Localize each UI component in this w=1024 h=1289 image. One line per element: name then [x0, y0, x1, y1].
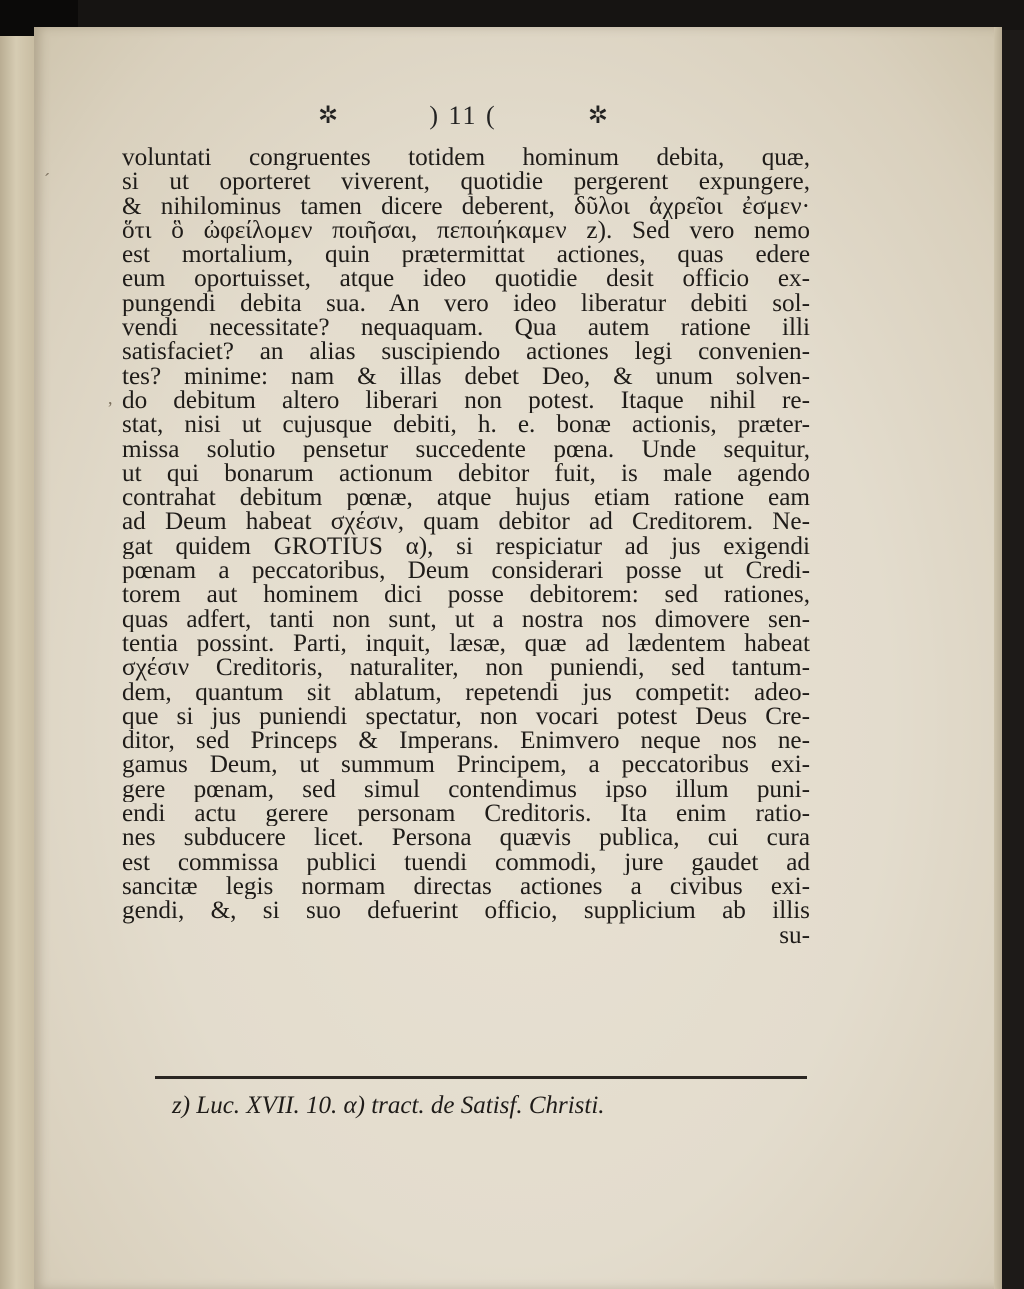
text-line: endi actu gerere personam Creditoris. Ita enim ratio-	[122, 802, 810, 827]
page-number: ) 11 (	[429, 101, 497, 130]
text-line: missa solutio pensetur succedente pœna. Unde sequitur,	[122, 437, 810, 462]
footnote-rule	[155, 1076, 807, 1079]
text-line: dem, quantum sit ablatum, repetendi jus competit: adeo-	[122, 680, 810, 705]
page-header	[318, 96, 608, 136]
text-line: gamus Deum, ut summum Principem, a peccatoribus exi-	[122, 753, 810, 778]
text-line: vendi necessitate? nequaquam. Qua autem ratione illi	[122, 316, 810, 341]
margin-tick-mark: ˊ	[44, 170, 50, 190]
text-line: gere pœnam, sed simul contendimus ipso illum puni-	[122, 777, 810, 803]
scan-backdrop	[0, 0, 1024, 30]
text-line: si ut oporteret viverent, quotidie pergerent expungere,	[122, 170, 810, 195]
text-line: nes subducere licet. Persona quævis publica, cui cura	[122, 826, 810, 851]
text-line: sancitæ legis normam directas actiones a civibus exi-	[122, 874, 810, 900]
text-line: gat quidem GROTIUS α), si respiciatur ad jus exigendi	[122, 534, 810, 560]
text-line: voluntati congruentes totidem hominum debita, quæ,	[122, 146, 810, 171]
text-line: eum oportuisset, atque ideo quotidie desit officio ex-	[122, 267, 810, 292]
text-line: tentia possint. Parti, inquit, læsæ, quæ ad lædentem habeat	[122, 631, 810, 657]
text-line: pœnam a peccatoribus, Deum considerari posse ut Credi-	[122, 559, 810, 584]
text-line: quas adfert, tanti non sunt, ut a nostra nos dimovere sen-	[122, 607, 810, 632]
text-line: ut qui bonarum actionum debitor fuit, is male agendo	[122, 461, 810, 487]
text-line: que si jus puniendi spectatur, non vocari potest Deus Cre-	[122, 704, 810, 730]
text-line: ad Deum habeat σχέσιν, quam debitor ad Creditorem. Ne-	[122, 510, 810, 535]
text-line: ditor, sed Princeps & Imperans. Enimvero neque nos ne-	[122, 729, 810, 754]
text-line: satisfaciet? an alias suscipiendo actiones legi convenien-	[122, 340, 810, 365]
text-line: est mortalium, quin prætermittat actiones, quas edere	[122, 243, 810, 268]
text-line: pungendi debita sua. An vero ideo liberatur debiti sol-	[122, 291, 810, 317]
text-line: contrahat debitum pœnæ, atque hujus etiam ratione eam	[122, 486, 810, 511]
text-line: σχέσιν Creditoris, naturaliter, non puniendi, sed tantum-	[122, 656, 810, 681]
text-line: tes? minime: nam & illas debet Deo, & unum solven-	[122, 364, 810, 389]
page-edge-right	[994, 27, 1002, 1289]
text-line: stat, nisi ut cujusque debiti, h. e. bonæ actionis, præter-	[122, 413, 810, 438]
text-line: do debitum altero liberari non potest. Itaque nihil re-	[122, 388, 810, 414]
text-line: & nihilominus tamen dicere deberent, δῦλοι ἀχρεῖοι ἐσμεν·	[122, 194, 810, 219]
text-line-catchword: su-	[779, 923, 810, 948]
ornament-right-icon: ✲	[587, 103, 608, 129]
body-text	[122, 146, 810, 948]
margin-tick-mark: ,	[108, 388, 113, 408]
text-line: torem aut hominem dici posse debitorem: sed rationes,	[122, 583, 810, 608]
text-line: est commissa publici tuendi commodi, jure gaudet ad	[122, 850, 810, 875]
ornament-left-icon: ✲	[318, 103, 339, 129]
footnote: z) Luc. XVII. 10. α) tract. de Satisf. Christi.	[172, 1092, 605, 1119]
text-line: ὅτι ὃ ὠφείλομεν ποιῆσαι, πεποιήκαμεν z). Sed vero nemo	[122, 218, 810, 244]
text-line: gendi, &, si suo defuerint officio, supplicium ab illis	[122, 899, 810, 924]
